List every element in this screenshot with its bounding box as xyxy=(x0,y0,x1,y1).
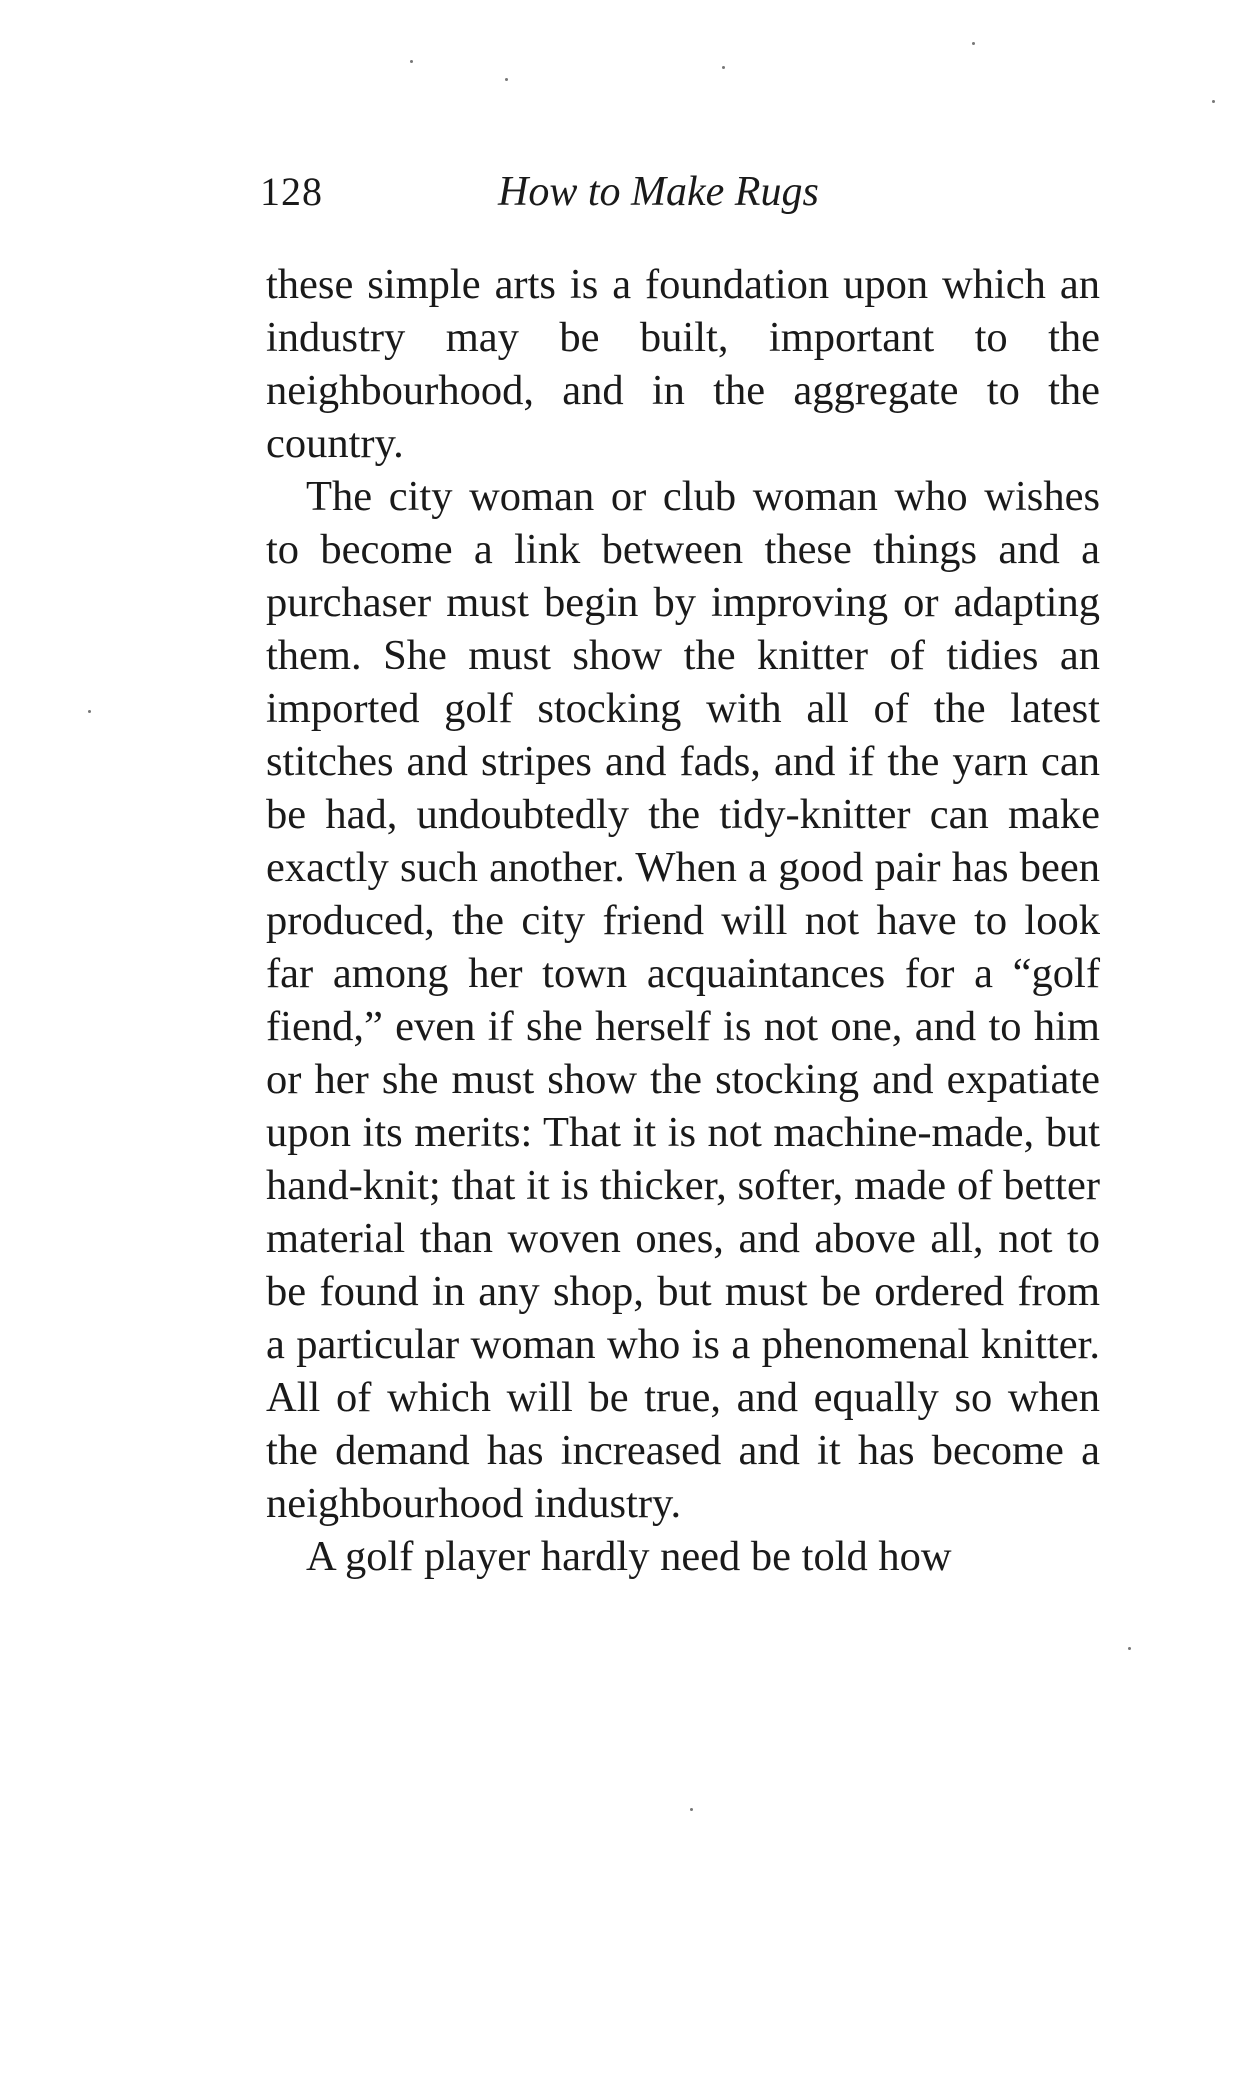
scan-speck xyxy=(690,1808,693,1811)
scan-speck xyxy=(410,60,413,63)
page-number: 128 xyxy=(260,169,323,214)
scan-speck xyxy=(1212,100,1215,103)
running-head xyxy=(260,168,1100,228)
scan-speck xyxy=(722,66,725,69)
body-text xyxy=(266,258,1100,1583)
paragraph-city-woman: The city woman or club woman who wishes to become a link between these things and a purchaser must begin by improving or adapting them. She must show the knitter of tidies an imported golf stocking with all of the latest stitches and stripes and fads, and if the yarn can be had, undoubtedly the tidy-knitter can make exactly such another. When a good pair has been produced, the city friend will not have to look far among her town acquaintances for a “golf fiend,” even if she herself is not one, and to him or her she must show the stocking and expatiate upon its merits: That it is not machine-made, but hand-knit; that it is thicker, softer, made of better material than woven ones, and above all, not to be found in any shop, but must be ordered from a particular woman who is a phenomenal knitter. All of which will be true, and equally so when the demand has increased and it has become a neighbourhood industry. xyxy=(266,473,1100,1527)
scan-speck xyxy=(972,42,975,45)
scan-speck xyxy=(88,710,91,713)
scan-speck xyxy=(505,78,508,81)
running-title: How to Make Rugs xyxy=(498,169,819,215)
paragraph-continuation: these simple arts is a foundation upon which an industry may be built, important to the neighbourhood, and in the aggregate to the country. xyxy=(266,261,1100,467)
scan-speck xyxy=(1128,1647,1131,1650)
paragraph-golf-player: A golf player hardly need be told how xyxy=(306,1533,952,1580)
